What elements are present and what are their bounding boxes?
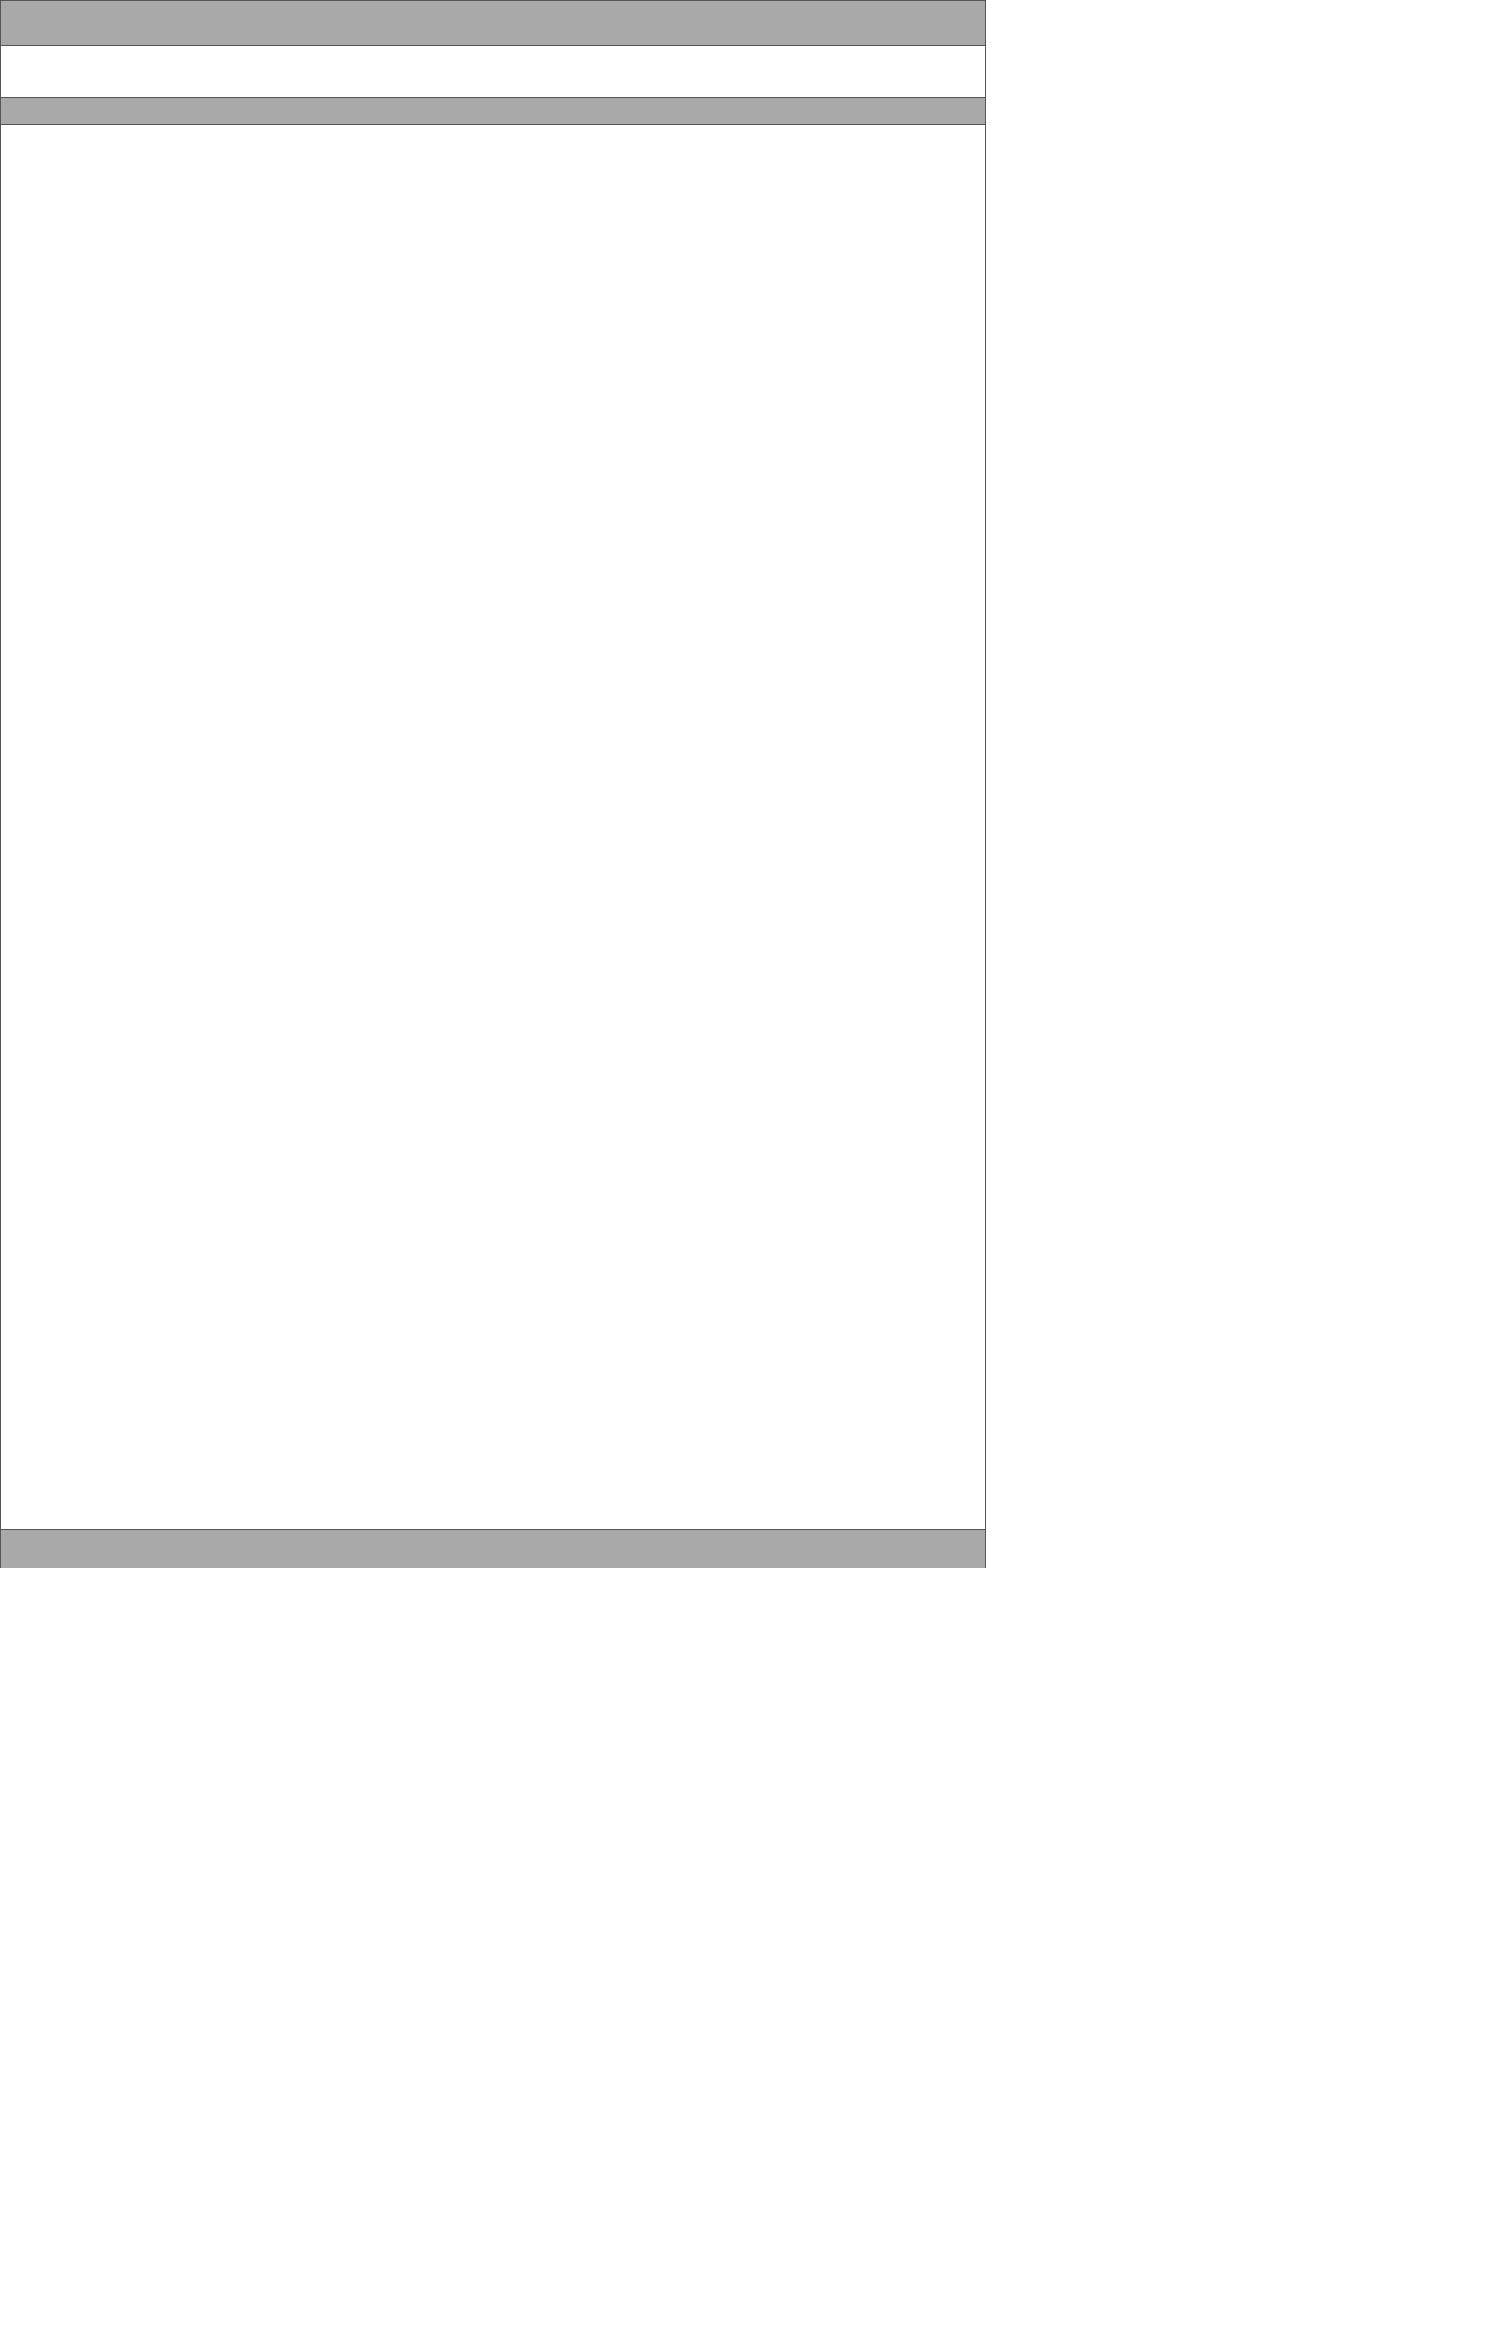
footer-disclaimer [1,1529,985,1568]
column-header-occupation [110,98,798,124]
column-header-education [799,98,901,124]
job-listing-sheet [0,0,986,1568]
column-header-code [1,98,109,124]
column-header-experience [902,98,985,124]
application-notice [1,46,985,98]
table-header [1,98,985,125]
page-title [1,1,985,46]
